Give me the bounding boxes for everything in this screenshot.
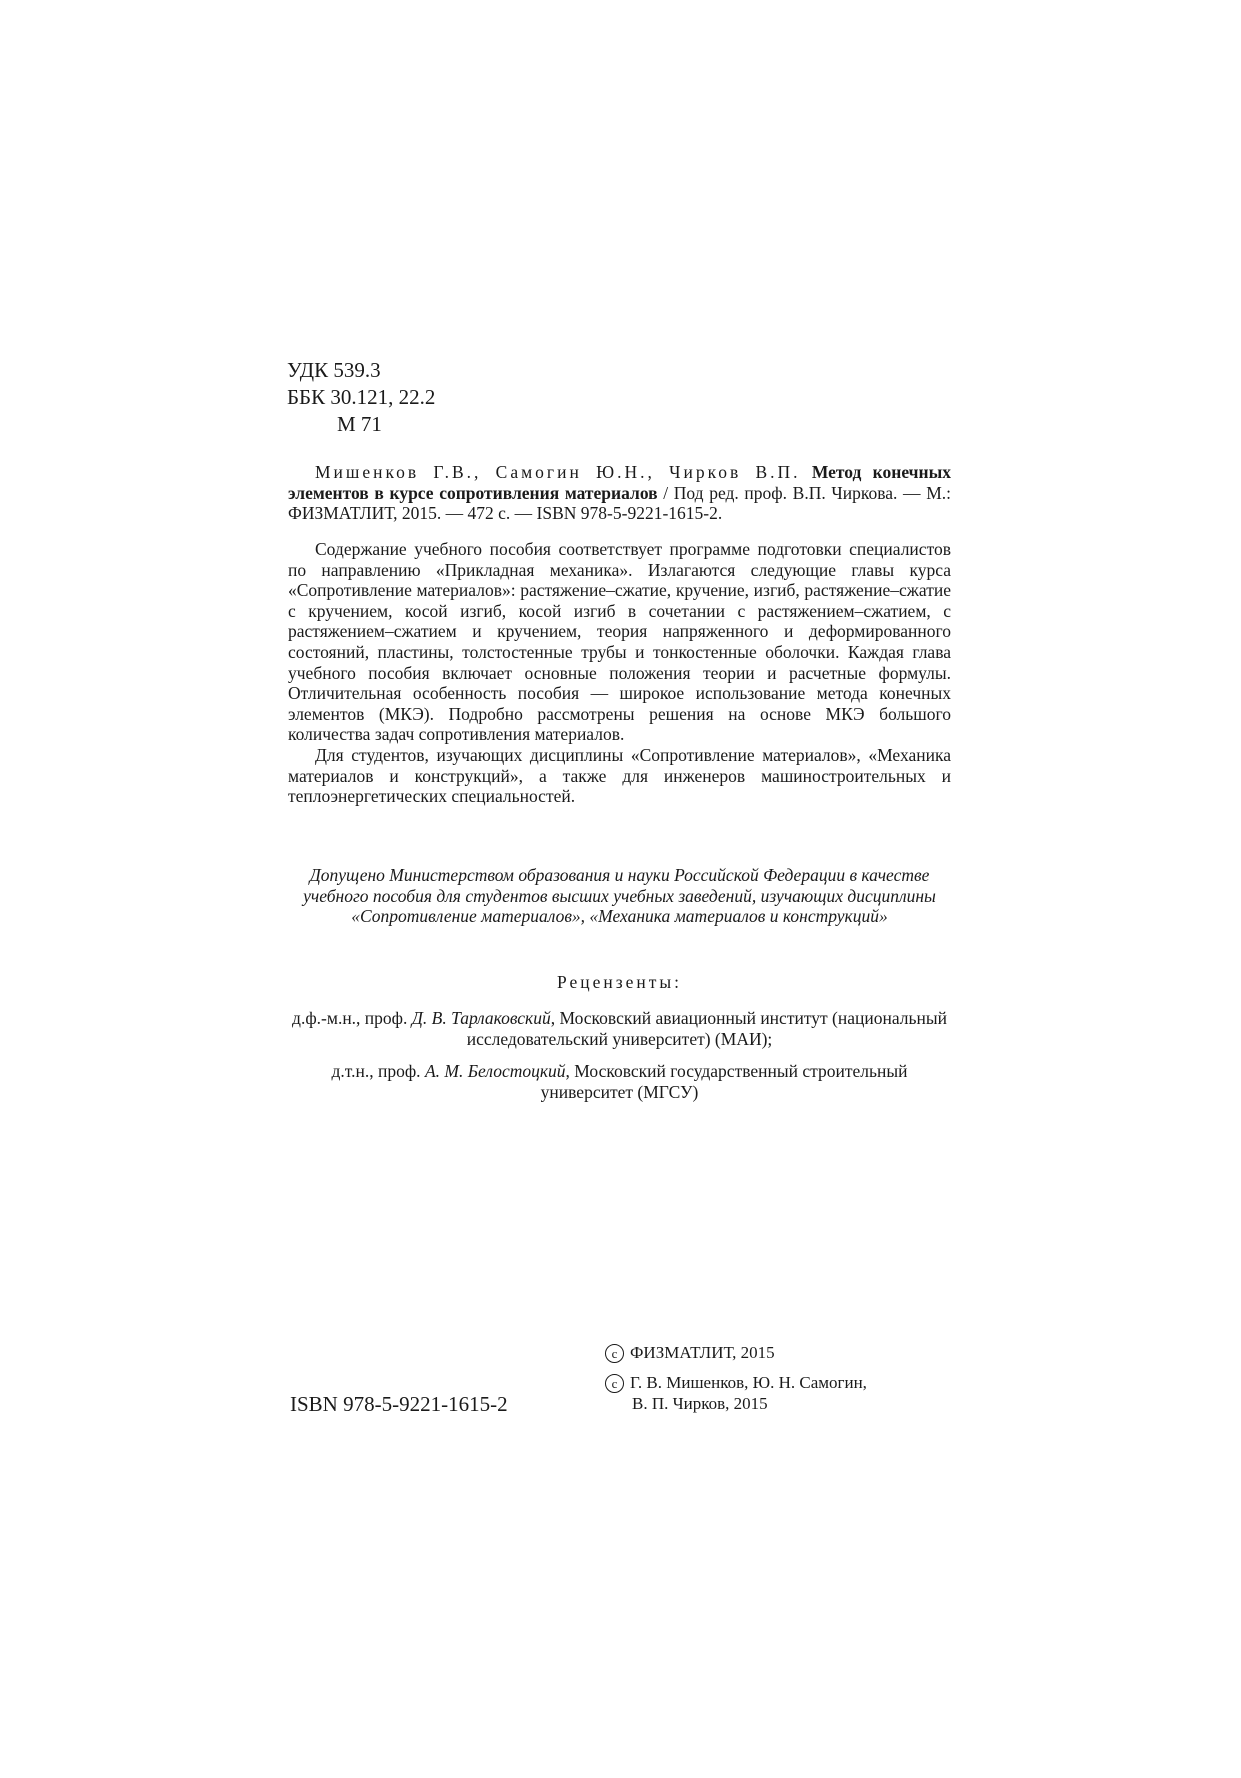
copyright-authors xyxy=(605,1372,867,1414)
udk-code: УДК 539.3 xyxy=(287,358,381,382)
citation-authors: Мишенков Г.В., Самогин Ю.Н., Чирков В.П. xyxy=(315,462,801,482)
annotation-paragraph: Содержание учебного пособия соответствует программе подготовки специалистов по направлению «Прикладная механика». Излагаются следующие главы курса «Сопротивление материалов»: растяжение–сжатие, кручение, изгиб, растяжение–сжатие с кручением, косой изгиб, косой изгиб в сочетании с растяжением–сжатием, с растяжением–сжатием и кручением, теория напряженного и деформированного состояний, пластины, толстостенные трубы и тонкостенные оболочки. Каждая глава учебного пособия включает основные положения теории и расчетные формулы. Отличительная особенность пособия — широкое использование метода конечных элементов (МКЭ). Подробно рассмотрены решения на основе МКЭ большого количества задач сопротивления материалов. xyxy=(288,539,951,745)
copyright-icon: c xyxy=(605,1344,624,1363)
bbk-code: ББК 30.121, 22.2 xyxy=(287,385,436,409)
copyright-authors-line2: В. П. Чирков, 2015 xyxy=(632,1394,768,1413)
reviewers-heading: Рецензенты: xyxy=(556,972,683,992)
copyright-icon: c xyxy=(605,1374,624,1393)
reviewer-degree: д.т.н., проф. xyxy=(331,1061,421,1081)
bibliographic-citation xyxy=(288,462,951,524)
annotation-paragraph: Для студентов, изучающих дисциплины «Сопротивление материалов», «Механика материалов и конструкций», а также для инженеров машиностроительных и теплоэнергетических специальностей. xyxy=(288,744,951,807)
reviewer-affiliation: , Московский авиационный институт (национальный исследовательский университет) (МАИ); xyxy=(466,1008,947,1049)
reviewer-entry xyxy=(288,1008,951,1050)
reviewer-name: А. М. Белостоцкий xyxy=(424,1061,566,1081)
citation-details: / Под ред. проф. В.П. Чиркова. — М.: ФИЗМАТЛИТ, 2015. — 472 с. — ISBN 978-5-9221-1615-2. xyxy=(288,482,951,524)
citation-title: Метод конечных элементов в курсе сопротивления материалов xyxy=(288,462,952,503)
copyright-authors-line1: Г. В. Мишенков, Ю. Н. Самогин, xyxy=(630,1373,867,1392)
reviewer-affiliation: , Московский государственный строительный университет (МГСУ) xyxy=(540,1061,908,1102)
author-mark: М 71 xyxy=(337,412,382,436)
reviewer-entry xyxy=(288,1061,951,1103)
isbn-number: ISBN 978-5-9221-1615-2 xyxy=(290,1392,508,1416)
reviewer-name: Д. В. Тарлаковский xyxy=(411,1008,551,1028)
copyright-publisher xyxy=(605,1342,775,1363)
reviewer-degree: д.ф.-м.н., проф. xyxy=(292,1008,408,1028)
classification-codes xyxy=(287,357,435,438)
ministry-approval: Допущено Министерством образования и науки Российской Федерации в качестве учебного пособия для студентов высших учебных заведений, изучающих дисциплины «Сопротивление материалов», «Механика материалов и конструкций» xyxy=(303,865,936,927)
annotation xyxy=(288,539,951,807)
copyright-publisher-text: ФИЗМАТЛИТ, 2015 xyxy=(630,1343,775,1362)
